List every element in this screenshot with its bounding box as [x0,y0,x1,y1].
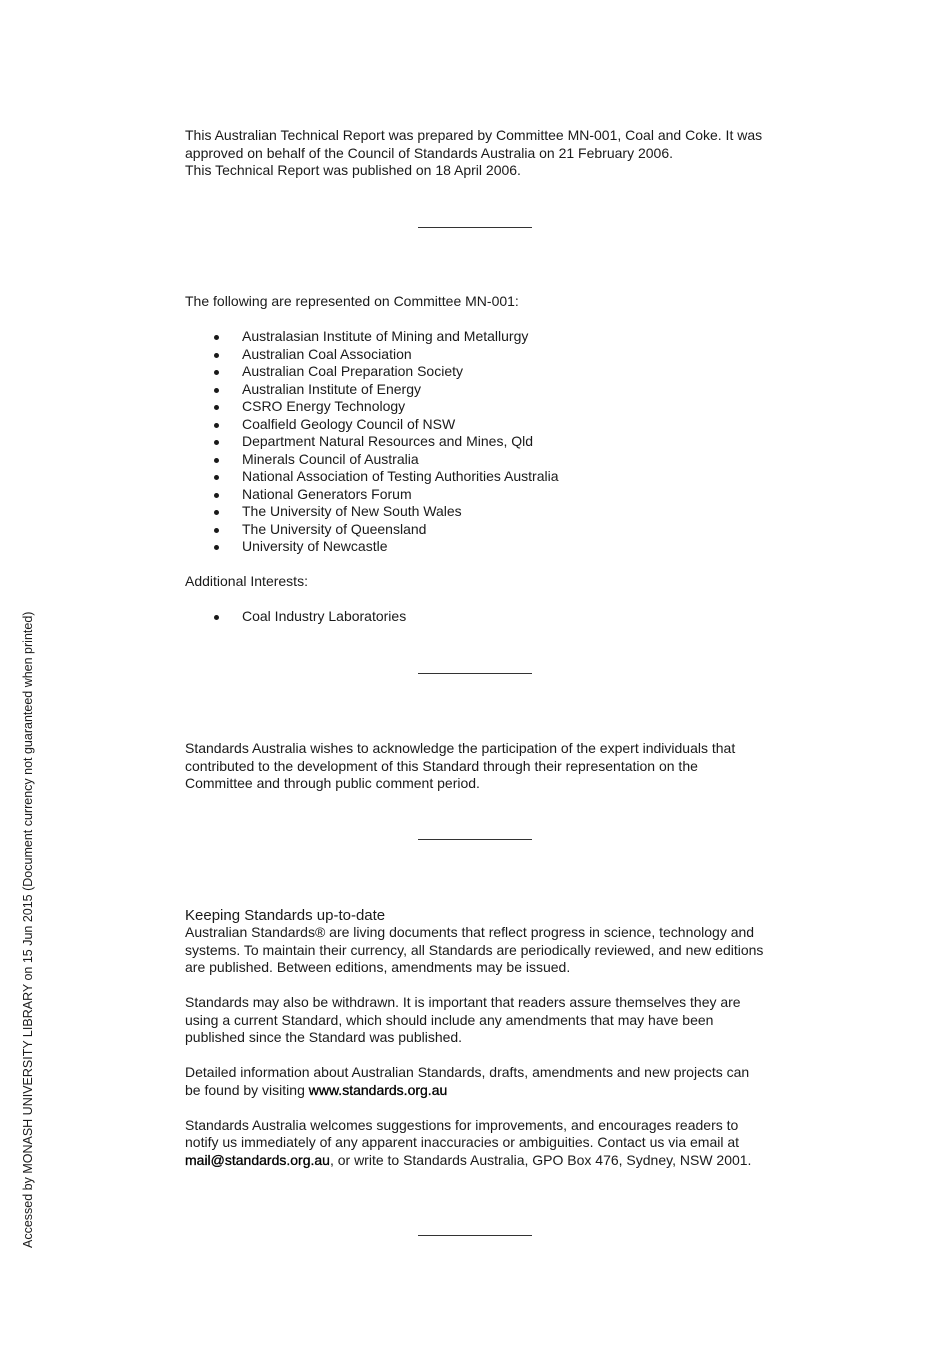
committee-member-list [185,328,785,556]
bullet-icon [214,475,219,480]
section-title: Keeping Standards up-to-date [185,907,386,924]
list-item: Coalfield Geology Council of NSW [185,416,785,434]
acknowledgement-line: Standards Australia wishes to acknowledge the participation of the expert individuals that [185,740,736,756]
acknowledgement-line: contributed to the development of this Standard through their representation on the [185,757,698,774]
bullet-icon [214,493,219,498]
intro-line: This Australian Technical Report was prepared by Committee MN-001, Coal and Coke. It was [185,127,763,143]
paragraph: Standards Australia welcomes suggestions for improvements, and encourages readers to notify us immediately of any apparent inaccuracies or ambiguities. Contact us via email at mail@standards.org.au, or write to Standards Australia, GPO Box 476, Sydney, NSW 2001. [185,1116,752,1168]
list-item: Australian Coal Preparation Society [185,363,785,381]
list-item: Australasian Institute of Mining and Metallurgy [185,328,785,346]
intro-line: This Technical Report was published on 18 April 2006. [185,162,521,178]
paragraph: Detailed information about Australian Standards, drafts, amendments and new projects can be found by visiting www.standards.org.au [185,1064,750,1098]
list-item: CSRO Energy Technology [185,398,785,416]
list-item: University of Newcastle [185,538,785,556]
bullet-icon [214,353,219,358]
divider [418,1235,532,1236]
bullet-icon [214,440,219,445]
bullet-icon [214,615,219,620]
bullet-icon [214,510,219,515]
acknowledgement-section [185,740,785,793]
intro-section [185,127,785,180]
bullet-icon [214,405,219,410]
keeping-standards-section [185,907,785,1169]
bullet-icon [214,388,219,393]
divider [418,839,532,840]
committee-section [185,293,785,626]
list-item: Australian Institute of Energy [185,381,785,399]
bullet-icon [214,423,219,428]
email-link[interactable]: mail@standards.org.au [185,1151,330,1168]
list-item: Department Natural Resources and Mines, Qld [185,433,785,451]
access-notice: Accessed by MONASH UNIVERSITY LIBRARY on 15 Jun 2015 (Document currency not guaranteed when printed) [21,611,35,1248]
standards-website-link[interactable]: www.standards.org.au [308,1081,448,1098]
intro-line: approved on behalf of the Council of Standards Australia on 21 February 2006. [185,144,673,161]
list-item: The University of New South Wales [185,503,785,521]
divider [418,673,532,674]
committee-heading: The following are represented on Committee MN-001: [185,293,519,309]
list-item: The University of Queensland [185,521,785,539]
list-item: National Association of Testing Authorities Australia [185,468,785,486]
list-item: National Generators Forum [185,486,785,504]
paragraph: Standards may also be withdrawn. It is important that readers assure themselves they are using a current Standard, which should include any amendments that may have been published since the Standard was published. [185,994,741,1045]
bullet-icon [214,458,219,463]
acknowledgement-line: Committee and through public comment period. [185,775,480,791]
bullet-icon [214,370,219,375]
additional-interests-heading: Additional Interests: [185,573,308,589]
bullet-icon [214,545,219,550]
bullet-icon [214,335,219,340]
list-item: Minerals Council of Australia [185,451,785,469]
list-item: Australian Coal Association [185,346,785,364]
divider [418,227,532,228]
paragraph: Australian Standards® are living documents that reflect progress in science, technology and systems. To maintain their currency, all Standards are periodically reviewed, and new editions are published. Between editions, amendments may be issued. [185,924,764,975]
bullet-icon [214,528,219,533]
list-item: Coal Industry Laboratories [185,608,785,626]
additional-interests-list [185,608,785,626]
